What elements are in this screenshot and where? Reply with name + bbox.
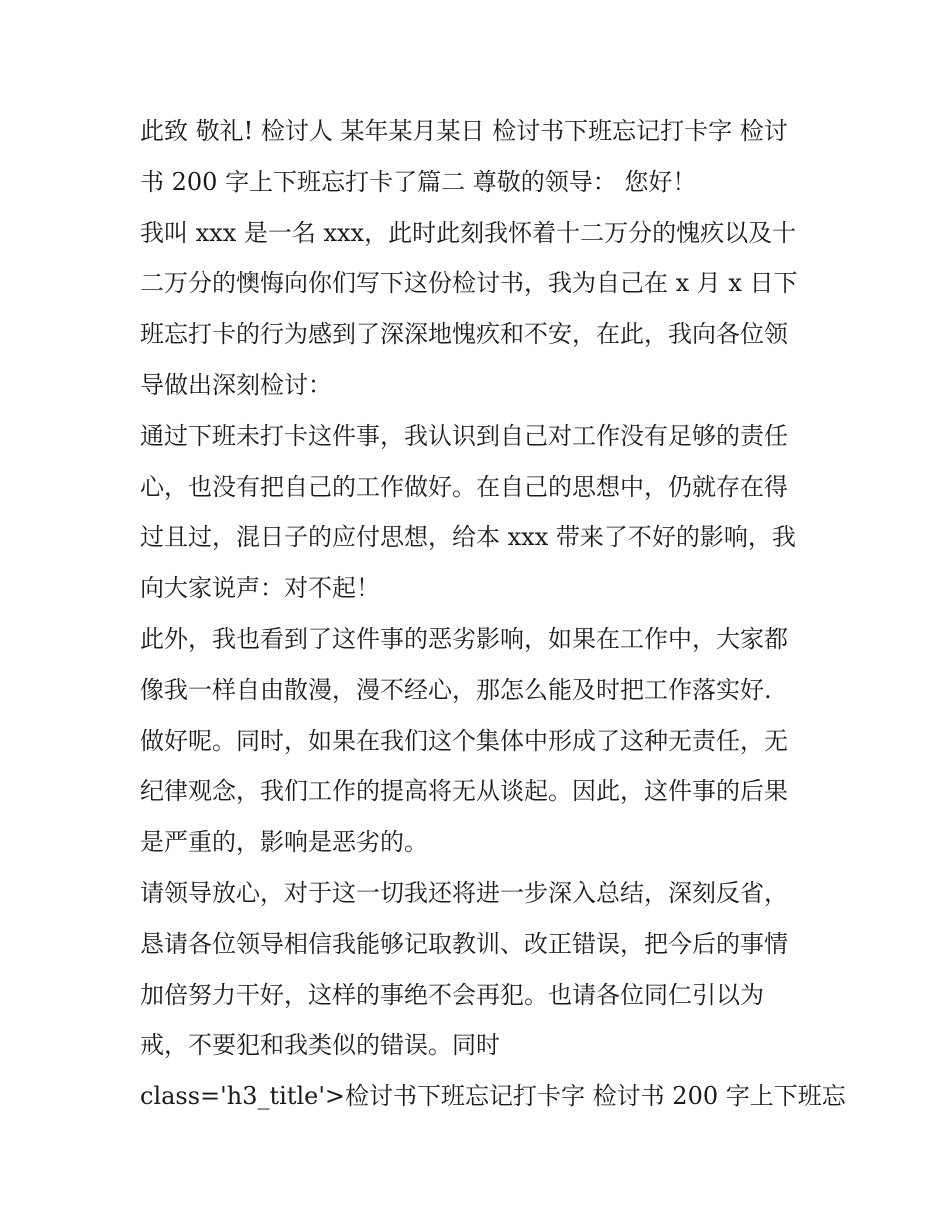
- text-line-10: 向大家说声：对不起！: [140, 574, 380, 603]
- text-line-12: 像我一样自由散漫，漫不经心，那怎么能及时把工作落实好.: [140, 675, 772, 704]
- text-line-18: 加倍努力干好，这样的事绝不会再犯。也请各位同仁引以为: [140, 980, 764, 1009]
- text-line-9: 过且过，混日子的应付思想，给本 xxx 带来了不好的影响，我: [140, 523, 796, 552]
- text-line-8: 心，也没有把自己的工作做好。在自己的思想中，仍就存在得: [140, 472, 788, 501]
- text-line-5: 班忘打卡的行为感到了深深地愧疚和不安，在此，我向各位领: [140, 320, 788, 349]
- text-line-13: 做好呢。同时，如果在我们这个集体中形成了这种无责任，无: [140, 726, 788, 755]
- text-line-11: 此外，我也看到了这件事的恶劣影响，如果在工作中，大家都: [140, 624, 788, 653]
- text-line-14: 纪律观念，我们工作的提高将无从谈起。因此，这件事的后果: [140, 777, 788, 806]
- text-line-20: class='h3_title'>检讨书下班忘记打卡字 检讨书 200 字上下班忘: [140, 1082, 846, 1111]
- text-line-4: 二万分的懊悔向你们写下这份检讨书，我为自己在 x 月 x 日下: [140, 269, 798, 298]
- text-line-19: 戒，不要犯和我类似的错误。同时: [140, 1031, 500, 1060]
- document-body: [140, 106, 846, 1122]
- text-line-7: 通过下班未打卡这件事，我认识到自己对工作没有足够的责任: [140, 421, 788, 450]
- text-line-17: 恳请各位领导相信我能够记取教训、改正错误，把今后的事情: [140, 929, 788, 958]
- text-line-15: 是严重的，影响是恶劣的。: [140, 828, 428, 857]
- text-line-6: 导做出深刻检讨：: [140, 370, 332, 399]
- text-line-16: 请领导放心，对于这一切我还将进一步深入总结，深刻反省，: [140, 878, 788, 907]
- text-line-2: 书 200 字上下班忘打卡了篇二 尊敬的领导： 您好！: [140, 167, 697, 196]
- text-line-3: 我叫 xxx 是一名 xxx，此时此刻我怀着十二万分的愧疚以及十: [140, 218, 797, 247]
- text-line-1: 此致 敬礼! 检讨人 某年某月某日 检讨书下班忘记打卡字 检讨: [140, 117, 788, 145]
